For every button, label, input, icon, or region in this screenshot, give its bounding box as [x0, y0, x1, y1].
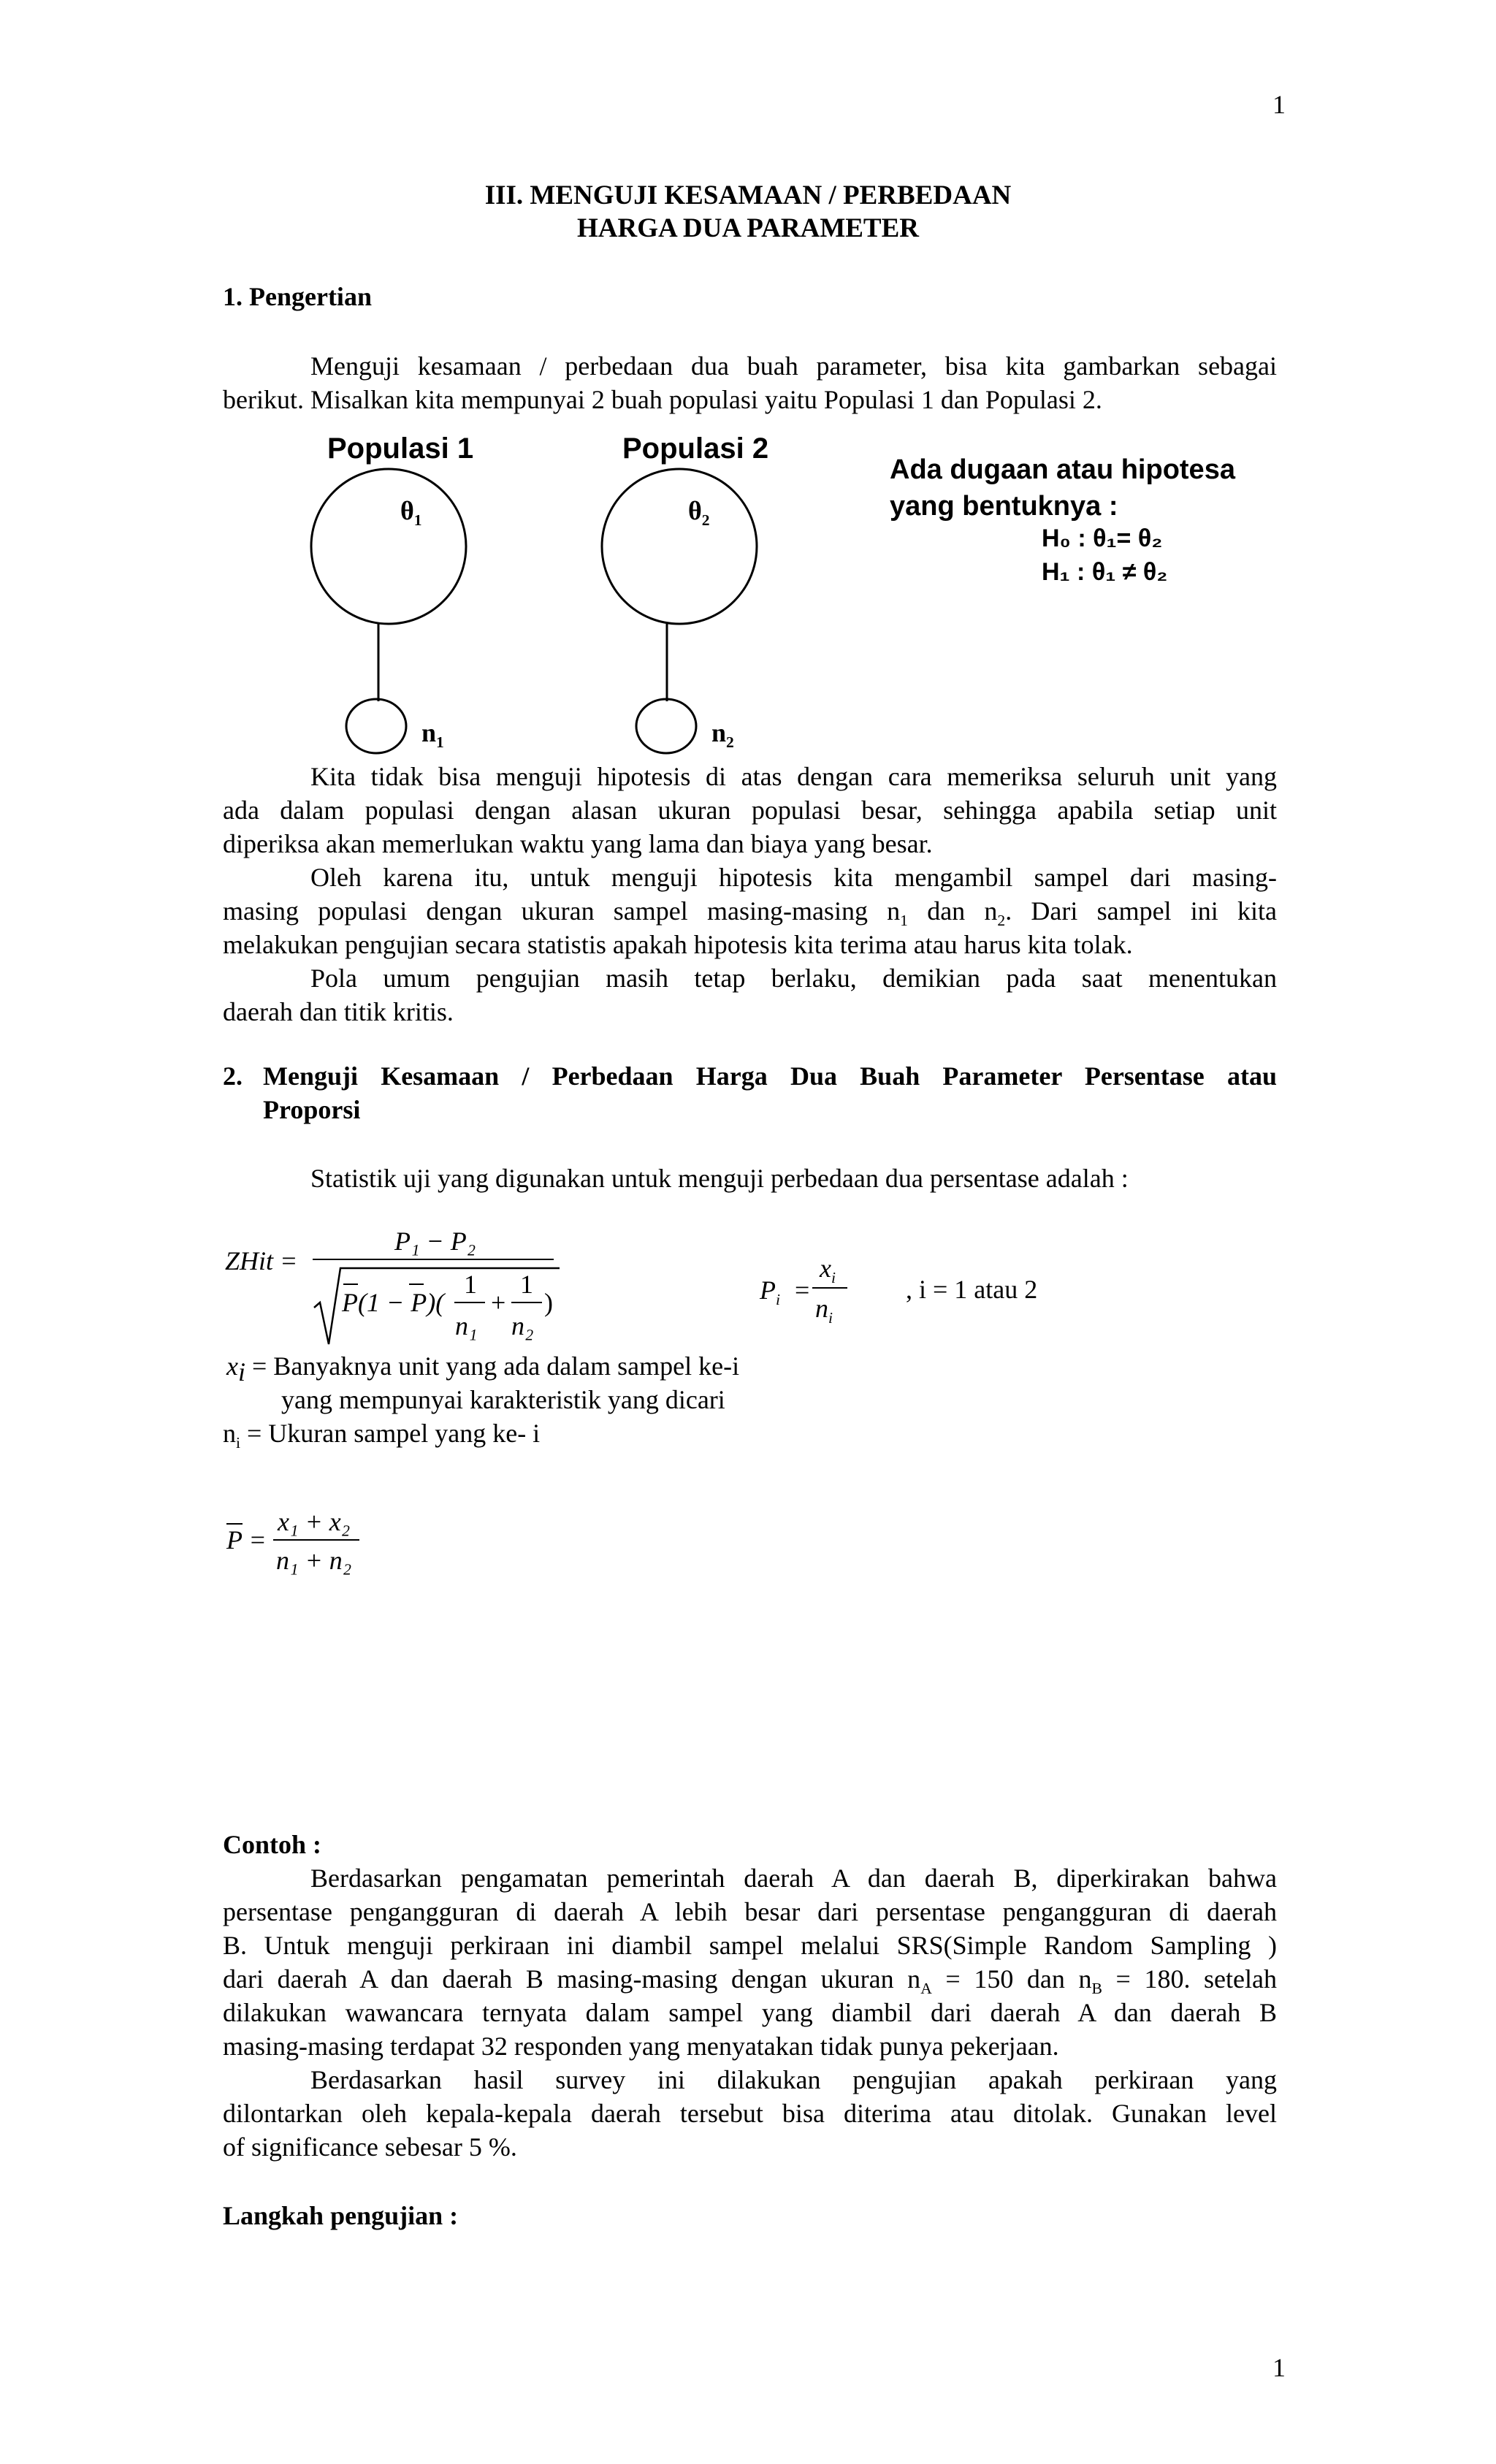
- para-1-line-3: diperiksa akan memerlukan waktu yang lama dan biaya yang besar.: [223, 829, 933, 858]
- hypothesis-line-2: yang bentuknya :: [890, 491, 1118, 522]
- population-1-circle: [311, 469, 466, 624]
- pi-denominator: $n_i$: [815, 1294, 833, 1327]
- section-2-heading-line-1: Menguji Kesamaan / Perbedaan Harga Dua Buah Parameter Persentase atau: [263, 1061, 1277, 1091]
- zhit-label: ZHit =: [225, 1246, 298, 1275]
- section-2-number: 2.: [223, 1061, 243, 1091]
- pbar-lhs: P =: [226, 1525, 267, 1555]
- title-line-1: III. MENGUJI KESAMAAN / PERBEDAAN: [484, 180, 1012, 210]
- zhit-inner-bar-1: [454, 1302, 485, 1303]
- hypothesis-h0: H₀ : θ₁= θ₂: [1042, 525, 1163, 552]
- hypothesis-h1: H₁ : θ₁ ≠ θ₂: [1042, 558, 1168, 586]
- title-line-2: HARGA DUA PARAMETER: [577, 213, 919, 243]
- zhit-pbar-term: P(1 − P)(: [342, 1288, 445, 1317]
- zhit-close-paren: ): [544, 1288, 553, 1317]
- section-1-intro-line-1: Menguji kesamaan / perbedaan dua buah parameter, bisa kita gambarkan sebagai: [310, 351, 1277, 381]
- para-1-line-1: Kita tidak bisa menguji hipotesis di atas dengan cara memeriksa seluruh unit yang: [310, 762, 1277, 791]
- pbar-overline-1: [343, 1284, 358, 1285]
- example-line-1: Berdasarkan pengamatan pemerintah daerah A dan daerah B, diperkirakan bahwa: [310, 1864, 1277, 1893]
- pbar-denominator: n₁ + n₂: [276, 1546, 352, 1575]
- para-2-line-3: melakukan pengujian secara statistis apakah hipotesis kita terima atau harus kita tolak.: [223, 930, 1133, 959]
- pbar-fraction-bar: [273, 1539, 359, 1541]
- example-line-6: masing-masing terdapat 32 responden yang menyatakan tidak punya pekerjaan.: [223, 2032, 1059, 2061]
- def-xi-line-1: $x_i$ = Banyaknya unit yang ada dalam sampel ke-i: [226, 1351, 740, 1387]
- para-3-line-2: daerah dan titik kritis.: [223, 997, 454, 1026]
- n2-label: $n_2$: [711, 718, 734, 752]
- example-heading: Contoh :: [223, 1830, 322, 1859]
- sample-1-circle: [346, 699, 406, 753]
- zhit-inner-bar-2: [511, 1302, 542, 1303]
- theta-2-label: $\theta_2$: [688, 496, 710, 530]
- def-ni: $n_i$ = Ukuran sampel yang ke- i: [223, 1419, 541, 1452]
- example-line-7: Berdasarkan hasil survey ini dilakukan pengujian apakah perkiraan yang: [310, 2065, 1277, 2094]
- i-range: , i = 1 atau 2: [906, 1275, 1038, 1304]
- zhit-n2: n₂: [511, 1311, 534, 1340]
- example-line-4: dari daerah A dan daerah B masing-masing dengan ukuran $n_A = 150$ dan $n_B = 180$. setelah: [223, 1964, 1277, 1998]
- para-2-line-2: masing populasi dengan ukuran sampel masing-masing $n_1$ dan $n_2$. Dari sampel ini kita: [223, 896, 1277, 930]
- pi-fraction-bar: [812, 1287, 847, 1289]
- zhit-numerator: P₁ − P₂: [394, 1227, 476, 1256]
- pbar-overline-2: [409, 1284, 424, 1285]
- populasi-1-label: Populasi 1: [327, 432, 474, 465]
- section-2-heading-line-2: Proporsi: [263, 1095, 361, 1124]
- sample-2-circle: [636, 699, 696, 753]
- para-3-line-1: Pola umum pengujian masih tetap berlaku, demikian pada saat menentukan: [310, 964, 1277, 993]
- steps-heading: Langkah pengujian :: [223, 2201, 459, 2230]
- page-number-bottom: 1: [1272, 2353, 1286, 2382]
- zhit-n1: n₁: [455, 1311, 478, 1340]
- def-xi-line-2: yang mempunyai karakteristik yang dicari: [281, 1385, 725, 1414]
- pi-numerator: $x_i$: [820, 1254, 836, 1287]
- para-1-line-2: ada dalam populasi dengan alasan ukuran populasi besar, sehingga apabila setiap unit: [223, 796, 1277, 825]
- example-line-8: dilontarkan oleh kepala-kepala daerah tersebut bisa diterima atau ditolak. Gunakan level: [223, 2099, 1277, 2128]
- page-number-top: 1: [1272, 90, 1286, 119]
- theta-1-label: $\theta_1$: [400, 496, 422, 530]
- zhit-plus: +: [491, 1288, 506, 1317]
- example-line-9: of significance sebesar 5 %.: [223, 2132, 517, 2162]
- section-1-intro-line-2: berikut. Misalkan kita mempunyai 2 buah populasi yaitu Populasi 1 dan Populasi 2.: [223, 385, 1102, 414]
- example-line-3: B. Untuk menguji perkiraan ini diambil sampel melalui SRS(Simple Random Sampling ): [223, 1931, 1277, 1960]
- pi-eq: =: [795, 1275, 810, 1305]
- section-1-heading: 1. Pengertian: [223, 282, 372, 311]
- pbar-numerator: x₁ + x₂: [278, 1507, 351, 1536]
- section-2-intro: Statistik uji yang digunakan untuk menguji perbedaan dua persentase adalah :: [310, 1164, 1129, 1193]
- example-line-5: dilakukan wawancara ternyata dalam sampel yang diambil dari daerah A dan daerah B: [223, 1998, 1277, 2027]
- zhit-one-1: 1: [464, 1270, 477, 1299]
- pi-lhs: $P_i$: [760, 1275, 780, 1309]
- zhit-fraction-bar: [313, 1259, 554, 1260]
- example-line-2: persentase pengangguran di daerah A lebih besar dari persentase pengangguran di daerah: [223, 1897, 1277, 1926]
- para-2-line-1: Oleh karena itu, untuk menguji hipotesis kita mengambil sampel dari masing-: [310, 863, 1277, 892]
- hypothesis-line-1: Ada dugaan atau hipotesa: [890, 454, 1235, 485]
- n1-label: $n_1$: [421, 718, 444, 752]
- population-2-circle: [602, 469, 757, 624]
- zhit-one-2: 1: [520, 1270, 533, 1299]
- populasi-2-label: Populasi 2: [622, 432, 769, 465]
